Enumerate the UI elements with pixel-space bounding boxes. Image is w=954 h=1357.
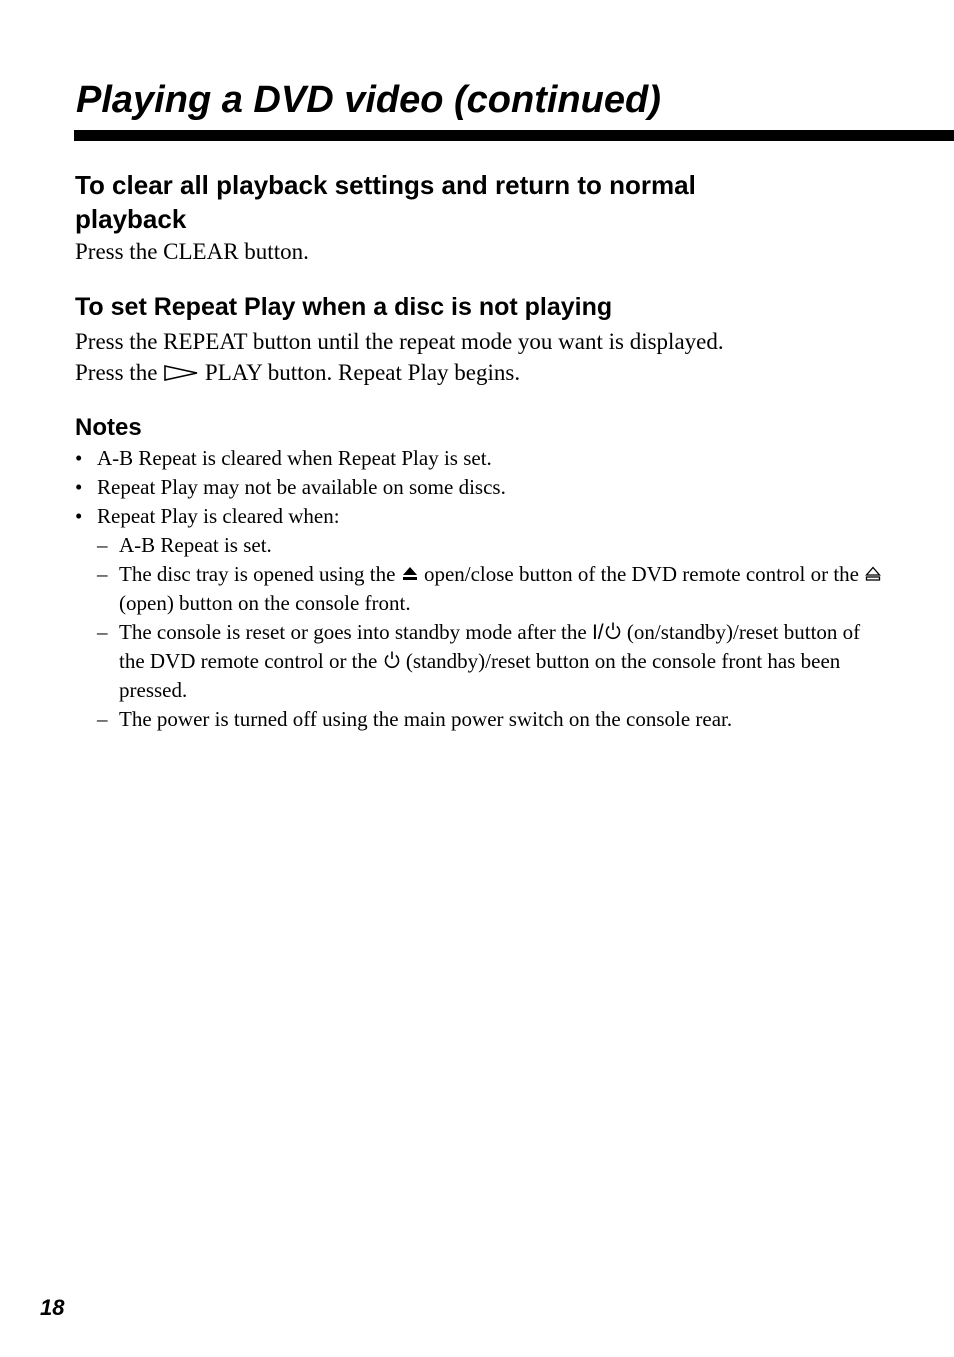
sub-note-fragment: (open) button on the console front. — [119, 591, 411, 615]
on-standby-prefix: I/ — [591, 621, 604, 644]
power-icon — [383, 650, 401, 670]
sub-note-text: A-B Repeat is set. — [119, 533, 272, 557]
sub-note-fragment: (standby)/reset button on the console front has been pressed. — [119, 649, 841, 702]
page-number: 18 — [40, 1295, 65, 1320]
dash-mark: – — [97, 533, 108, 557]
sub-note-text: The power is turned off using the main power switch on the console rear. — [119, 707, 733, 731]
sub-note-fragment: The console is reset or goes into standby mode after the — [119, 620, 587, 644]
bullet-mark: • — [75, 475, 83, 499]
sub-list-item — [97, 560, 895, 618]
dash-mark: – — [97, 620, 108, 644]
sub-list-item — [97, 531, 895, 560]
page-title: Playing a DVD video (continued) — [76, 79, 661, 121]
clear-body: Press the CLEAR button. — [75, 239, 309, 264]
clear-heading-line2: playback — [75, 204, 187, 234]
bullet-mark: • — [75, 504, 83, 528]
eject-icon — [401, 565, 419, 583]
clear-heading — [75, 168, 696, 236]
list-item — [75, 473, 895, 502]
list-item — [75, 444, 895, 473]
repeat-line2-before: Press the — [75, 360, 158, 385]
notes-list — [75, 444, 895, 734]
sub-note-fragment: The disc tray is opened using the — [119, 562, 396, 586]
clear-heading-line1: To clear all playback settings and return to normal — [75, 170, 696, 200]
sub-note-fragment: open/close button of the DVD remote control or the — [423, 562, 859, 586]
play-icon — [163, 364, 199, 382]
repeat-heading: To set Repeat Play when a disc is not playing — [75, 293, 613, 321]
sub-note-fragment: (on/standby)/reset button of the DVD remote control or the — [119, 620, 861, 673]
repeat-line2 — [75, 357, 520, 388]
repeat-line2-after: PLAY button. Repeat Play begins. — [204, 360, 521, 385]
power-icon — [604, 621, 622, 641]
sub-note-text — [119, 560, 889, 618]
list-item — [75, 502, 895, 531]
open-icon — [864, 565, 882, 583]
bullet-mark: • — [75, 446, 83, 470]
repeat-line1: Press the REPEAT button until the repeat mode you want is displayed. — [75, 329, 724, 354]
dash-mark: – — [97, 562, 108, 586]
sub-list-item — [97, 705, 895, 734]
sub-list-item — [97, 618, 895, 705]
note-text: Repeat Play is cleared when: — [97, 504, 340, 528]
note-text: Repeat Play may not be available on some discs. — [97, 475, 506, 499]
notes-heading: Notes — [75, 414, 142, 441]
dash-mark: – — [97, 707, 108, 731]
note-text: A-B Repeat is cleared when Repeat Play is set. — [97, 446, 492, 470]
sub-note-text — [119, 618, 889, 705]
title-rule — [74, 130, 954, 141]
